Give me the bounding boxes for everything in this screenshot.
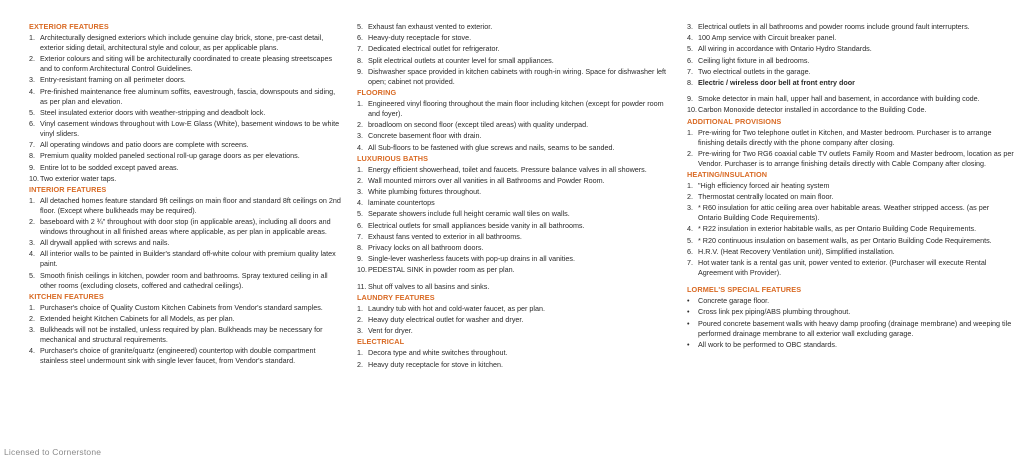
feature-item (354, 348, 676, 358)
feature-item (354, 265, 676, 275)
section-heading: KITCHEN FEATURES (29, 291, 104, 301)
item-text: Shut off valves to all basins and sinks. (368, 281, 490, 291)
feature-item (354, 44, 676, 54)
feature-item (684, 78, 1014, 88)
bullet: • (687, 318, 690, 328)
item-text: Steel insulated exterior doors with weather-stripping and deadbolt lock. (40, 107, 266, 117)
item-number: 1. (357, 303, 363, 313)
section-heading: LUXURIOUS BATHS (357, 153, 429, 163)
feature-item (354, 221, 676, 231)
item-number: 1. (29, 302, 35, 312)
item-text: Pre-wiring for Two telephone outlet in Kitchen, and Master bedroom. Purchaser is to arrange finishing details directly with the phone company after closing. (698, 127, 992, 147)
item-text: * R20 continuous insulation on basement walls, as per Ontario Building Code Requirements. (698, 235, 992, 245)
feature-item (354, 33, 676, 43)
item-number: 1. (357, 348, 363, 358)
feature-item (684, 22, 1014, 32)
item-text: broadloom on second floor (except tiled areas) with quality underpad. (368, 120, 589, 130)
item-text: Heavy duty electrical outlet for washer and dryer. (368, 314, 524, 324)
feature-item (354, 243, 676, 253)
item-text: PEDESTAL SINK in powder room as per plan. (368, 265, 515, 275)
item-text: Vent for dryer. (368, 326, 413, 336)
feature-item (684, 236, 1014, 246)
item-text: Single-lever washerless faucets with pop-up drains in all vanities. (368, 254, 575, 264)
feature-item (354, 131, 676, 141)
bullet: • (687, 296, 690, 306)
item-text: Poured concrete basement walls with heavy damp proofing (drainage membrane) and weeping tile performed drainage membrane to all exterior wall excluding garage. (698, 318, 1012, 338)
item-text: Thermostat centrally located on main floor. (698, 192, 834, 202)
item-number: 9. (687, 94, 693, 104)
feature-item (26, 325, 344, 345)
item-text: Smooth finish ceilings in kitchen, powder room and bathrooms. Spray textured ceiling in all other rooms (excluding closets, coffered and cathedral ceilings). (40, 270, 328, 290)
item-text: Heavy-duty receptacle for stove. (368, 33, 472, 43)
item-text: Purchaser's choice of Quality Custom Kitchen Cabinets from Vendor's standard samples. (40, 302, 323, 312)
item-number: 3. (357, 326, 363, 336)
item-text: Dedicated electrical outlet for refrigerator. (368, 44, 500, 54)
item-number: 10. (687, 105, 697, 115)
item-text: All work to be performed to OBC standards. (698, 339, 838, 349)
feature-item (26, 174, 344, 184)
feature-item (354, 360, 676, 370)
feature-item (684, 56, 1014, 66)
item-number: 3. (687, 203, 693, 213)
item-text: White plumbing fixtures throughout. (368, 187, 482, 197)
feature-item (354, 282, 676, 292)
item-text: Vinyl casement windows throughout with Low-E Glass (White), basement windows to be white vinyl sliders. (40, 118, 340, 138)
item-number: 1. (29, 195, 35, 205)
feature-item (354, 176, 676, 186)
section-heading: HEATING/INSULATION (687, 169, 768, 179)
item-number: 5. (687, 44, 693, 54)
feature-item (684, 67, 1014, 77)
item-number: 6. (687, 55, 693, 65)
item-text: Laundry tub with hot and cold-water faucet, as per plan. (368, 303, 545, 313)
item-number: 5. (357, 209, 363, 219)
item-number: 4. (29, 86, 35, 96)
item-number: 1. (687, 127, 693, 137)
feature-item (684, 181, 1014, 191)
item-text: Two electrical outlets in the garage. (698, 66, 811, 76)
feature-item (354, 22, 676, 32)
feature-item (354, 315, 676, 325)
feature-item (26, 33, 344, 53)
item-text: 100 Amp service with Circuit breaker panel. (698, 33, 837, 43)
feature-item (26, 54, 344, 74)
item-text: Purchaser's choice of granite/quartz (engineered) countertop with double compartment stainless steel undermount sink with single lever faucet, from Vendor's standard. (40, 346, 316, 366)
feature-item (354, 187, 676, 197)
feature-item (684, 33, 1014, 43)
feature-list (354, 165, 676, 292)
item-number: 4. (357, 198, 363, 208)
item-number: 7. (29, 140, 35, 150)
item-text: Energy efficient showerhead, toilet and faucets. Pressure balance valves in all showers. (368, 164, 647, 174)
section-heading: FLOORING (357, 87, 397, 97)
item-number: 6. (357, 33, 363, 43)
item-text: Cross link pex piping/ABS plumbing throughout. (698, 307, 851, 317)
feature-item (354, 326, 676, 336)
item-number: 4. (687, 33, 693, 43)
item-number: 8. (687, 77, 693, 87)
feature-item (26, 108, 344, 118)
item-text: Separate showers include full height ceramic wall tiles on walls. (368, 209, 570, 219)
item-text: All detached homes feature standard 9ft ceilings on main floor and standard 8ft ceilings on 2nd floor. (Except where bulkheads may be required). (40, 195, 341, 215)
column-1 (26, 22, 344, 368)
feature-item (684, 224, 1014, 234)
item-text: * R60 insulation for attic ceiling area over habitable areas. Weather stripped access. (as per Ontario Building Code Requirements). (698, 203, 990, 223)
item-text: Concrete basement floor with drain. (368, 131, 482, 141)
feature-item (354, 120, 676, 130)
feature-item (26, 314, 344, 324)
item-number: 6. (29, 118, 35, 128)
item-text: Split electrical outlets at counter level for small appliances. (368, 55, 554, 65)
item-number: 3. (687, 22, 693, 31)
feature-item (684, 192, 1014, 202)
item-text: Exterior colours and siting will be architecturally coordinated to create pleasing streetscapes and to conform Architectural Control Guidelines. (40, 54, 333, 74)
bullet: • (687, 339, 690, 349)
feature-item (684, 258, 1014, 278)
feature-list (684, 22, 1014, 115)
item-number: 4. (357, 142, 363, 152)
section-heading: INTERIOR FEATURES (29, 184, 107, 194)
feature-item (26, 196, 344, 216)
feature-item (26, 163, 344, 173)
item-text: Electric / wireless door bell at front entry door (698, 77, 855, 87)
feature-item (26, 119, 344, 139)
item-number: 4. (29, 249, 35, 259)
feature-list (684, 128, 1014, 169)
item-text: All drywall applied with screws and nails. (40, 238, 170, 248)
item-number: 6. (687, 246, 693, 256)
feature-item (26, 249, 344, 269)
item-number: 5. (357, 22, 363, 31)
feature-list (26, 33, 344, 184)
item-number: 6. (357, 220, 363, 230)
item-number: 8. (357, 55, 363, 65)
feature-item (354, 99, 676, 119)
feature-item (354, 254, 676, 264)
item-text: Exhaust fans vented to exterior in all bathrooms. (368, 231, 522, 241)
feature-item (684, 105, 1014, 115)
item-number: 9. (357, 254, 363, 264)
item-text: Pre-wiring for Two RG6 coaxial cable TV outlets Family Room and Master bedroom, location as per Vendor. Purchaser is to arrange finishing details directly with Cable Company after closing. (698, 148, 1014, 168)
item-text: Extended height Kitchen Cabinets for all Models, as per plan. (40, 314, 235, 323)
item-text: Entry-resistant framing on all perimeter doors. (40, 75, 186, 85)
item-number: 7. (357, 44, 363, 54)
item-number: 3. (29, 238, 35, 248)
item-number: 9. (357, 66, 363, 76)
bullet: • (687, 307, 690, 317)
item-number: 1. (687, 180, 693, 190)
feature-list (354, 348, 676, 369)
item-number: 7. (357, 231, 363, 241)
item-number: 9. (29, 162, 35, 172)
feature-item (684, 149, 1014, 169)
section-heading: EXTERIOR FEATURES (29, 22, 109, 31)
item-number: 10. (357, 265, 367, 275)
column-3 (684, 22, 1014, 351)
feature-item (354, 232, 676, 242)
item-number: 7. (687, 258, 693, 267)
item-text: Electrical outlets for small appliances beside vanity in all bathrooms. (368, 220, 585, 230)
feature-item (26, 75, 344, 85)
feature-item (354, 165, 676, 175)
item-text: Wall mounted mirrors over all vanities in all Bathrooms and Powder Room. (368, 175, 605, 185)
feature-item (354, 304, 676, 314)
item-text: * R22 insulation in exterior habitable walls, as per Ontario Building Code Requirements. (698, 224, 977, 234)
item-number: 2. (357, 120, 363, 130)
feature-list (354, 304, 676, 336)
feature-list (684, 296, 1014, 350)
item-number: 4. (687, 224, 693, 234)
item-number: 2. (357, 359, 363, 369)
item-text: Two exterior water taps. (40, 173, 117, 183)
feature-list (26, 196, 344, 291)
item-number: 3. (29, 75, 35, 85)
item-text: All operating windows and patio doors are complete with screens. (40, 140, 249, 150)
feature-item (354, 56, 676, 66)
section-heading: ELECTRICAL (357, 337, 405, 347)
item-text: baseboard with 2 ¾" throughout with door stop (in applicable areas), including all doors and windows throughout in all finished areas where applicable, as per plan in applicable areas. (40, 217, 331, 237)
feature-item (684, 319, 1014, 339)
item-number: 3. (29, 325, 35, 335)
item-text: All Sub-floors to be fastened with glue screws and nails, seams to be sanded. (368, 142, 615, 152)
item-number: 3. (357, 187, 363, 197)
feature-item (684, 296, 1014, 306)
feature-item (26, 346, 344, 366)
item-number: 2. (687, 148, 693, 158)
license-watermark: Licensed to Cornerstone (4, 447, 102, 457)
item-text: Engineered vinyl flooring throughout the main floor including kitchen (except for powder room and foyer). (368, 98, 664, 118)
item-number: 8. (29, 151, 35, 161)
item-number: 8. (357, 243, 363, 252)
item-text: Pre-finished maintenance free aluminum soffits, eavestrough, fascia, downspouts and siding, as per plan and elevation. (40, 86, 336, 106)
item-text: All interior walls to be painted in Builder's standard off-white colour with premium quality latex paint. (40, 249, 336, 269)
item-number: 3. (357, 131, 363, 141)
item-text: Entire lot to be sodded except paved areas. (40, 162, 179, 172)
section-heading: ADDITIONAL PROVISIONS (687, 116, 782, 126)
feature-item (26, 140, 344, 150)
item-number: 4. (29, 346, 35, 356)
item-text: Premium quality molded paneled sectional roll-up garage doors as per elevations. (40, 151, 300, 161)
feature-item (684, 307, 1014, 317)
item-text: Electrical outlets in all bathrooms and powder rooms include ground fault interrupters. (698, 22, 970, 31)
feature-item (684, 203, 1014, 223)
item-text: Exhaust fan exhaust vented to exterior. (368, 22, 493, 31)
item-number: 11. (357, 281, 367, 291)
item-number: 2. (687, 192, 693, 202)
item-text: H.R.V. (Heat Recovery Ventilation unit), Simplified installation. (698, 246, 895, 256)
feature-list (354, 99, 676, 153)
feature-item (26, 151, 344, 161)
item-number: 2. (29, 54, 35, 64)
item-number: 2. (29, 217, 35, 227)
item-text: Heavy duty receptacle for stove in kitchen. (368, 359, 504, 369)
feature-list (684, 181, 1014, 284)
item-text: Concrete garage floor. (698, 296, 770, 306)
item-text: All wiring in accordance with Ontario Hydro Standards. (698, 44, 872, 54)
item-text: Architecturally designed exteriors which include genuine clay brick, stone, pre-cast detail, exterior siding detail, architectural style and colour, as per applicable plans. (40, 33, 324, 52)
item-number: 2. (357, 175, 363, 185)
item-text: Dishwasher space provided in kitchen cabinets with rough-in wiring. Space for dishwasher left open; cabinet not provided. (368, 66, 667, 86)
feature-item (354, 67, 676, 87)
feature-list (26, 303, 344, 367)
item-number: 5. (687, 235, 693, 245)
spacer (684, 279, 1014, 284)
item-text: Ceiling light fixture in all bedrooms. (698, 55, 810, 65)
item-number: 1. (357, 164, 363, 174)
item-text: Carbon Monoxide detector installed in accordance to the Building Code. (698, 105, 927, 115)
feature-item (684, 44, 1014, 54)
item-text: Decora type and white switches throughout. (368, 348, 508, 358)
feature-item (684, 94, 1014, 104)
feature-item (684, 247, 1014, 257)
item-text: Bulkheads will not be installed, unless required by plan. Bulkheads may be necessary for mechanical and structural requirements. (40, 325, 323, 345)
item-number: 1. (29, 33, 35, 42)
item-text: Privacy locks on all bathroom doors. (368, 243, 484, 252)
feature-item (684, 128, 1014, 148)
feature-item (26, 271, 344, 291)
feature-list (354, 22, 676, 87)
feature-item (26, 238, 344, 248)
feature-item (26, 217, 344, 237)
feature-item (354, 198, 676, 208)
feature-item (26, 87, 344, 107)
item-text: Smoke detector in main hall, upper hall and basement, in accordance with building code. (698, 94, 980, 104)
item-number: 10. (29, 173, 39, 183)
item-number: 2. (357, 314, 363, 324)
item-text: Hot water tank is a rental gas unit, power vented to exterior. (Purchaser will execute Rental Agreement with Provider). (698, 258, 987, 277)
item-number: 2. (29, 314, 35, 323)
item-number: 1. (357, 98, 363, 108)
item-number: 5. (29, 270, 35, 280)
feature-item (26, 303, 344, 313)
column-2 (354, 22, 676, 371)
item-text: laminate countertops (368, 198, 435, 208)
item-text: "High efficiency forced air heating system (698, 180, 830, 190)
item-number: 5. (29, 107, 35, 117)
item-number: 7. (687, 66, 693, 76)
section-heading: LORMEL'S SPECIAL FEATURES (687, 285, 802, 295)
feature-item (354, 209, 676, 219)
section-heading: LAUNDRY FEATURES (357, 292, 435, 302)
feature-item (354, 143, 676, 153)
feature-item (684, 340, 1014, 350)
